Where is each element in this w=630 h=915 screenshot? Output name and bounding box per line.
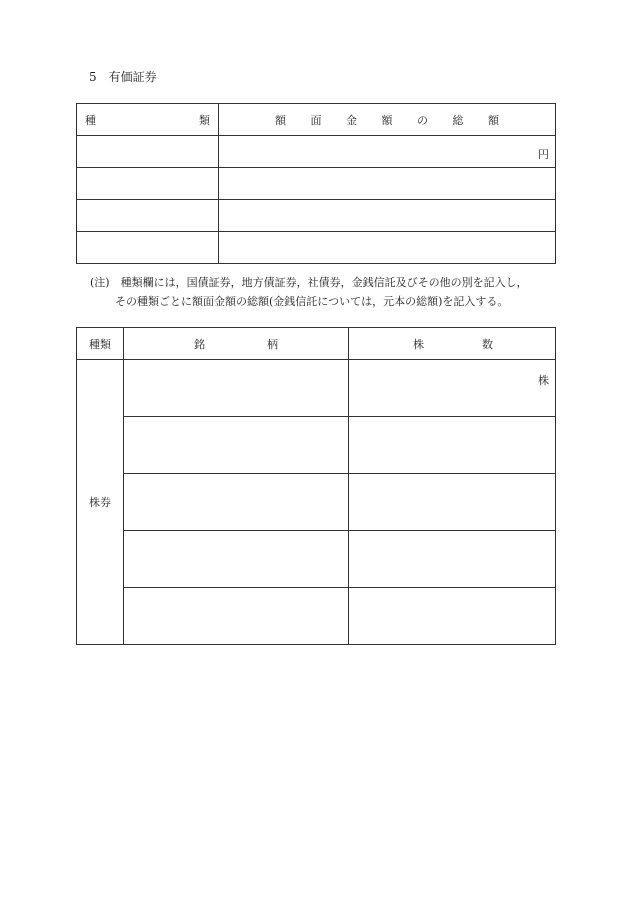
issue-name-cell[interactable] (124, 360, 349, 417)
amount-cell[interactable] (219, 200, 556, 232)
table-header-row (77, 328, 556, 360)
share-count-cell[interactable] (349, 360, 556, 417)
table-row (77, 360, 556, 417)
share-unit-label: 株 (538, 374, 549, 387)
table-row (77, 168, 556, 200)
share-count-cell[interactable] (349, 588, 556, 645)
amount-cell[interactable] (219, 168, 556, 200)
table-row (77, 136, 556, 168)
type-cell[interactable] (77, 232, 219, 264)
header-share-count: 株 数 (349, 328, 556, 360)
yen-unit-label: 円 (538, 148, 549, 161)
type-cell[interactable] (77, 200, 219, 232)
note-line-1: (注) 種類欄には，国債証券，地方債証券，社債券，金銭信託及びその他の別を記入し， (90, 276, 528, 289)
table-row (77, 417, 556, 474)
share-count-cell[interactable] (349, 474, 556, 531)
table-row (77, 531, 556, 588)
header-face-value-total: 額 面 金 額 の 総 額 (219, 104, 556, 136)
amount-cell[interactable] (219, 136, 556, 168)
stock-certificate-table (76, 327, 556, 645)
issue-name-cell[interactable] (124, 474, 349, 531)
note-text (90, 273, 528, 311)
category-stock-certificates: 株券 (77, 360, 124, 645)
note-line-2: その種類ごとに額面金額の総額(金銭信託については，元本の総額)を記入する。 (115, 295, 509, 308)
table-row (77, 588, 556, 645)
share-count-cell[interactable] (349, 531, 556, 588)
section-heading: 5 有価証券 (89, 70, 157, 84)
type-cell[interactable] (77, 136, 219, 168)
header-type: 種類 (77, 328, 124, 360)
header-issue-name: 銘 柄 (124, 328, 349, 360)
issue-name-cell[interactable] (124, 417, 349, 474)
share-count-cell[interactable] (349, 417, 556, 474)
amount-cell[interactable] (219, 232, 556, 264)
issue-name-cell[interactable] (124, 588, 349, 645)
securities-face-value-table (76, 103, 556, 264)
table-row (77, 200, 556, 232)
table-header-row (77, 104, 556, 136)
header-type: 種 類 (77, 104, 219, 136)
table-row (77, 232, 556, 264)
issue-name-cell[interactable] (124, 531, 349, 588)
table-row (77, 474, 556, 531)
type-cell[interactable] (77, 168, 219, 200)
